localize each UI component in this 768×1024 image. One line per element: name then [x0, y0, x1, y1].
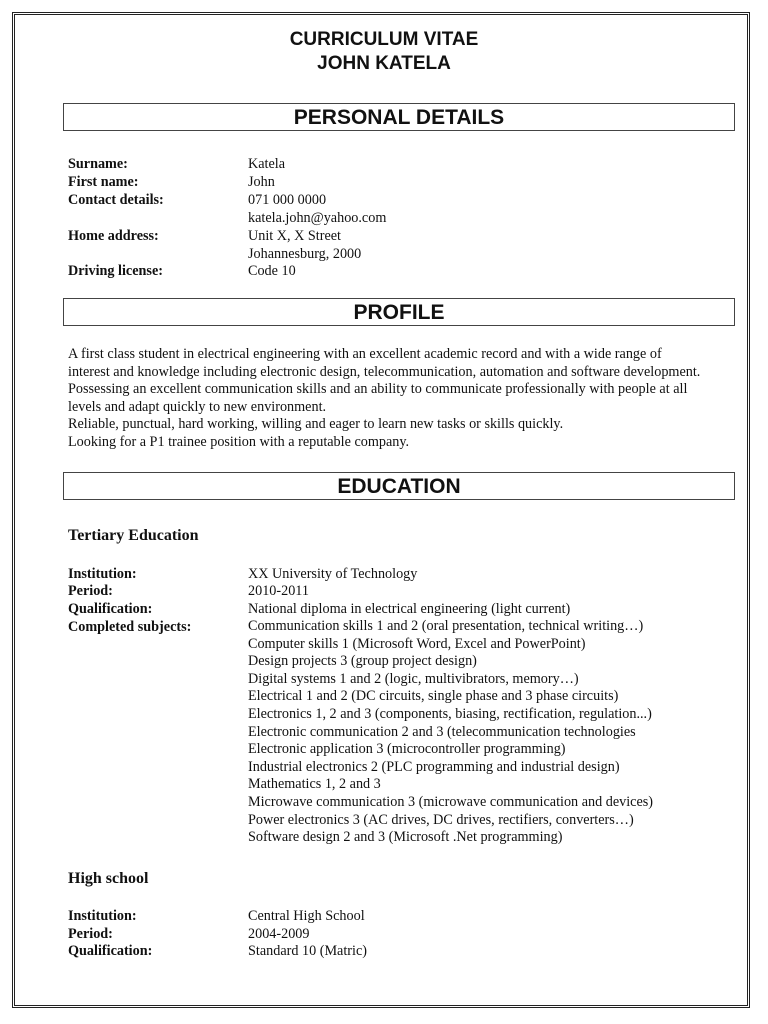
profile-line: interest and knowledge including electronic design, telecommunication, automation and software development. [68, 363, 701, 380]
profile-line: A first class student in electrical engineering with an excellent academic record and with a wide range of [68, 346, 662, 362]
subject-item: Electronic communication 2 and 3 (telecommunication technologies [248, 723, 636, 740]
subject-item: Power electronics 3 (AC drives, DC drives, rectifiers, converters…) [248, 811, 634, 828]
contact-label: Contact details: [68, 192, 164, 208]
surname-value: Katela [248, 156, 286, 172]
surname-label: Surname: [68, 156, 128, 172]
subjects-label: Completed subjects: [68, 619, 192, 635]
qualification-value: National diploma in electrical engineering (light current) [248, 601, 571, 617]
section-education: EDUCATION [63, 472, 735, 500]
address-label: Home address: [68, 228, 159, 244]
profile-line: Looking for a P1 trainee position with a reputable company. [68, 433, 410, 450]
subject-item: Microwave communication 3 (microwave communication and devices) [248, 793, 653, 810]
license-label: Driving license: [68, 263, 163, 279]
highschool-heading: High school [68, 870, 149, 887]
institution-value: XX University of Technology [248, 566, 418, 582]
period-value: 2010-2011 [248, 583, 309, 599]
address-line2: Johannesburg, 2000 [248, 246, 362, 262]
license-value: Code 10 [248, 263, 296, 279]
subject-item: Computer skills 1 (Microsoft Word, Excel and PowerPoint) [248, 635, 586, 652]
firstname-label: First name: [68, 174, 139, 190]
subject-item: Mathematics 1, 2 and 3 [248, 776, 381, 793]
section-profile: PROFILE [63, 298, 735, 326]
subject-item: Electrical 1 and 2 (DC circuits, single phase and 3 phase circuits) [248, 688, 619, 705]
subject-item: Design projects 3 (group project design) [248, 653, 477, 670]
qualification-label: Qualification: [68, 601, 153, 617]
section-personal-details: PERSONAL DETAILS [63, 103, 735, 131]
phone-value: 071 000 0000 [248, 192, 327, 208]
tertiary-heading: Tertiary Education [68, 527, 199, 544]
subject-item: Industrial electronics 2 (PLC programming and industrial design) [248, 758, 620, 775]
institution-label: Institution: [68, 566, 137, 582]
subject-item: Electronics 1, 2 and 3 (components, biasing, rectification, regulation...) [248, 705, 652, 722]
subject-item: Communication skills 1 and 2 (oral presentation, technical writing…) [248, 618, 644, 634]
subject-item: Software design 2 and 3 (Microsoft .Net programming) [248, 829, 563, 846]
profile-text [68, 346, 748, 452]
institution-value: Central High School [248, 908, 365, 924]
subjects-list [248, 618, 748, 847]
address-line1: Unit X, X Street [248, 228, 341, 244]
qualification-value: Standard 10 (Matric) [248, 943, 367, 959]
person-name: JOHN KATELA [317, 53, 451, 74]
profile-line: levels and adapt quickly to new environment. [68, 398, 327, 415]
email-value: katela.john@yahoo.com [248, 210, 387, 226]
qualification-label: Qualification: [68, 943, 153, 959]
profile-line: Possessing an excellent communication skills and an ability to communicate professionally with people at all [68, 381, 688, 398]
subject-item: Electronic application 3 (microcontroller programming) [248, 741, 566, 758]
period-label: Period: [68, 583, 113, 599]
subject-item: Digital systems 1 and 2 (logic, multivibrators, memory…) [248, 670, 579, 687]
profile-line: Reliable, punctual, hard working, willing and eager to learn new tasks or skills quickly. [68, 416, 564, 433]
period-value: 2004-2009 [248, 926, 310, 942]
institution-label: Institution: [68, 908, 137, 924]
document-title: CURRICULUM VITAE [289, 29, 479, 50]
period-label: Period: [68, 926, 113, 942]
firstname-value: John [248, 174, 275, 190]
